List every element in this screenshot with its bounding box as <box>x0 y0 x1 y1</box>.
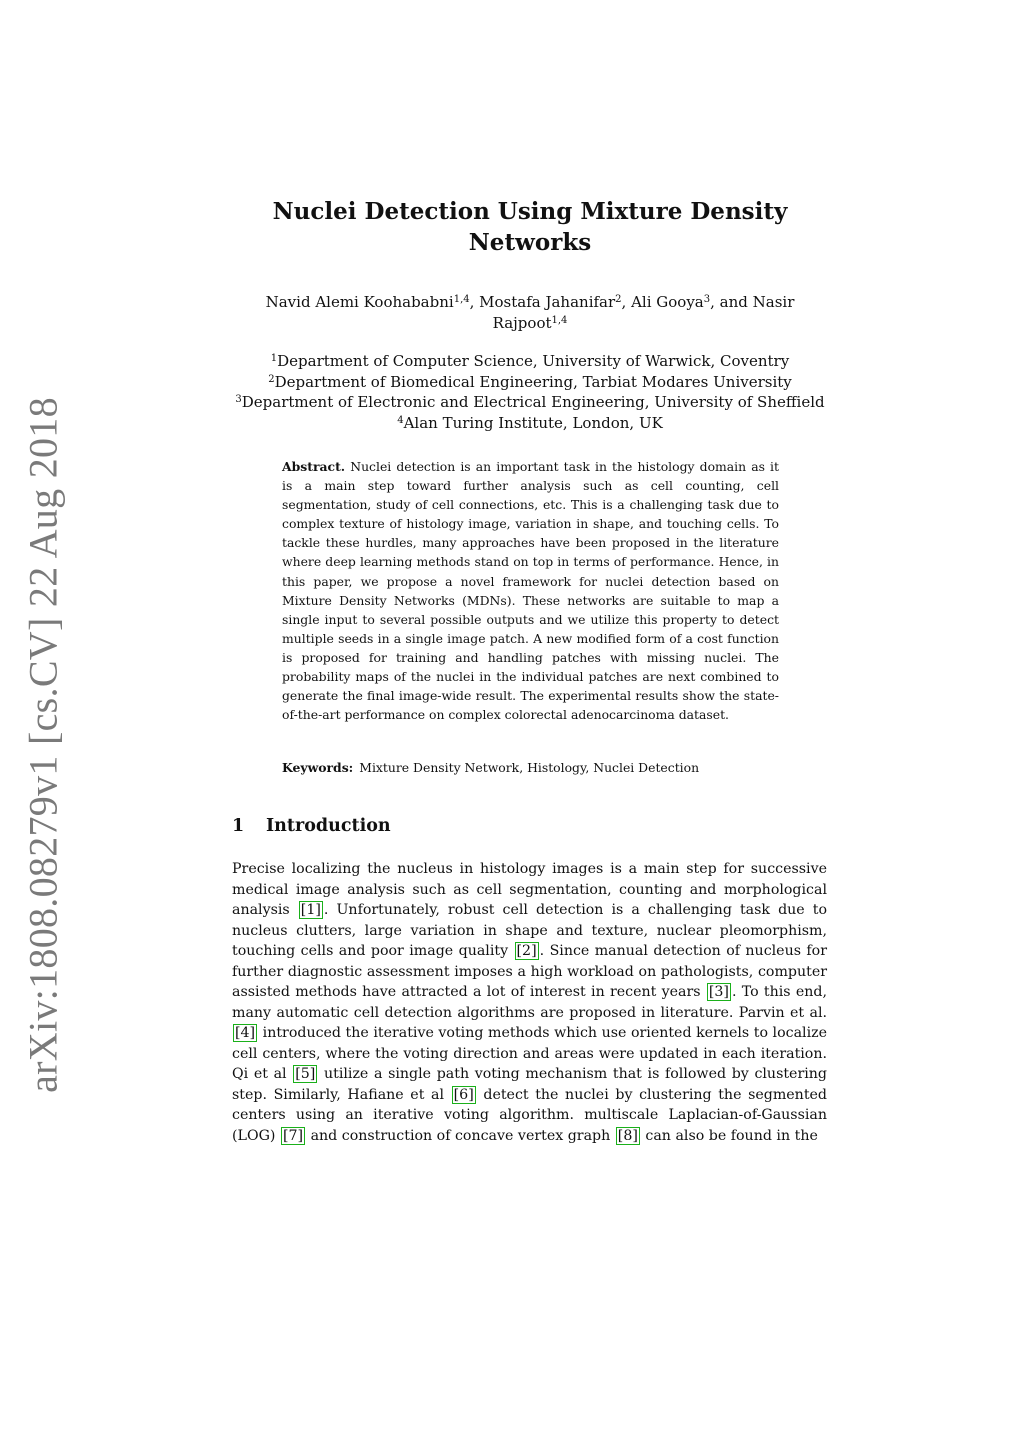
author-affiliation-marker: 2 <box>615 294 622 305</box>
affiliation-number: 4 <box>397 414 404 426</box>
introduction-paragraph <box>232 859 827 1146</box>
section-heading <box>232 816 391 836</box>
affiliation-line <box>230 372 830 393</box>
affiliation-line <box>230 351 830 372</box>
affiliation-text: Alan Turing Institute, London, UK <box>403 413 663 432</box>
citation-link[interactable]: [3] <box>708 984 729 1000</box>
citation-link[interactable]: [7] <box>282 1127 304 1144</box>
citation-link[interactable]: [6] <box>453 1086 474 1103</box>
keywords-label: Keywords: <box>282 760 354 775</box>
abstract-text: Nuclei detection is an important task in the histology domain as it is a main step toward further analysis such as cell counting, cell segmentation, study of cell connections, etc. This is a challenging task due to complex texture of histology image, variation in shape, and touching cells. To tackle these hurdles, many approaches have been proposed in the literature where deep learning methods stand on top in terms of performance. Hence, in this paper, we propose a novel framework for nuclei detection based on Mixture Density Networks (MDNs). These networks are suitable to map a single input to several possible outputs and we utilize this property to detect multiple seeds in a single image patch. A new modified form of a cost function is proposed for training and handling patches with missing nuclei. The probability maps of the nuclei in the individual patches are next combined to generate the final image-wide result. The experimental results show the state-of-the-art performance on complex colorectal adenocarcinoma dataset. <box>282 459 779 723</box>
affiliation-text: Department of Biomedical Engineering, Tarbiat Modares University <box>274 372 792 391</box>
author-affiliation-marker: 1,4 <box>551 315 568 326</box>
citation-link[interactable]: [5] <box>295 1066 316 1082</box>
section-title: Introduction <box>266 816 391 836</box>
abstract-label: Abstract. <box>282 459 346 474</box>
author-list <box>230 292 830 334</box>
body-text: utilize a single path voting mechanism that is followed by clustering step. Similarly, Hafiane et al <box>232 1066 827 1103</box>
affiliation-number: 1 <box>270 353 278 364</box>
affiliation-line <box>230 413 830 434</box>
section-number: 1 <box>232 816 245 836</box>
body-text: detect the nuclei by clustering the segmented centers using an iterative voting algorithm. multiscale Laplacian-of-Gaussian (LOG) <box>232 1086 828 1144</box>
affiliation-line <box>230 392 830 413</box>
affiliation-list <box>230 351 830 433</box>
author-name: Navid Alemi Koohababni <box>265 293 454 311</box>
paper-title: Nuclei Detection Using Mixture Density Networks <box>272 198 788 256</box>
author-name: Ali Gooya <box>631 293 704 311</box>
citation-link[interactable]: [1] <box>300 902 321 918</box>
arxiv-identifier-stamp: arXiv:1808.08279v1 [cs.CV] 22 Aug 2018 <box>20 397 66 1093</box>
body-text: . To this end, many automatic cell detection algorithms are proposed in literature. Parvin et al. <box>232 984 827 1021</box>
author-name: Mostafa Jahanifar <box>479 293 616 311</box>
author-separator: , <box>469 293 480 311</box>
author-name: Nasir Rajpoot <box>492 293 795 332</box>
author-affiliation-marker: 3 <box>703 294 711 305</box>
body-text: Precise localizing the nucleus in histology images is a main step for successive medical image analysis such as cell segmentation, counting and morphological analysis <box>232 861 827 918</box>
author-separator: , <box>621 293 632 311</box>
keywords <box>282 758 779 777</box>
affiliation-text: Department of Electronic and Electrical Engineering, University of Sheffield <box>241 393 825 411</box>
citation-link[interactable]: [4] <box>235 1025 256 1041</box>
keywords-text: Mixture Density Network, Histology, Nuclei Detection <box>359 760 700 775</box>
affiliation-number: 2 <box>268 373 275 385</box>
body-text: . Unfortunately, robust cell detection is a challenging task due to nucleus clutters, large variation in shape and texture, nuclear pleomorphism, touching cells and poor image quality <box>232 902 828 959</box>
citation-link[interactable]: [2] <box>516 943 537 959</box>
body-text: can also be found in the <box>640 1127 818 1144</box>
body-text: and construction of concave vertex graph <box>306 1127 615 1144</box>
affiliation-number: 3 <box>235 394 242 405</box>
body-text: introduced the iterative voting methods which use oriented kernels to localize cell centers, where the voting direction and areas were updated in each iteration. Qi et al <box>232 1025 827 1082</box>
author-affiliation-marker: 1,4 <box>453 294 470 305</box>
abstract <box>282 457 779 724</box>
citation-link[interactable]: [8] <box>617 1127 638 1144</box>
affiliation-text: Department of Computer Science, University of Warwick, Coventry <box>277 352 790 370</box>
body-text: . Since manual detection of nucleus for further diagnostic assessment imposes a high workload on pathologists, computer assisted methods have attracted a lot of interest in recent years <box>232 943 827 1000</box>
author-separator: , and <box>710 293 753 311</box>
